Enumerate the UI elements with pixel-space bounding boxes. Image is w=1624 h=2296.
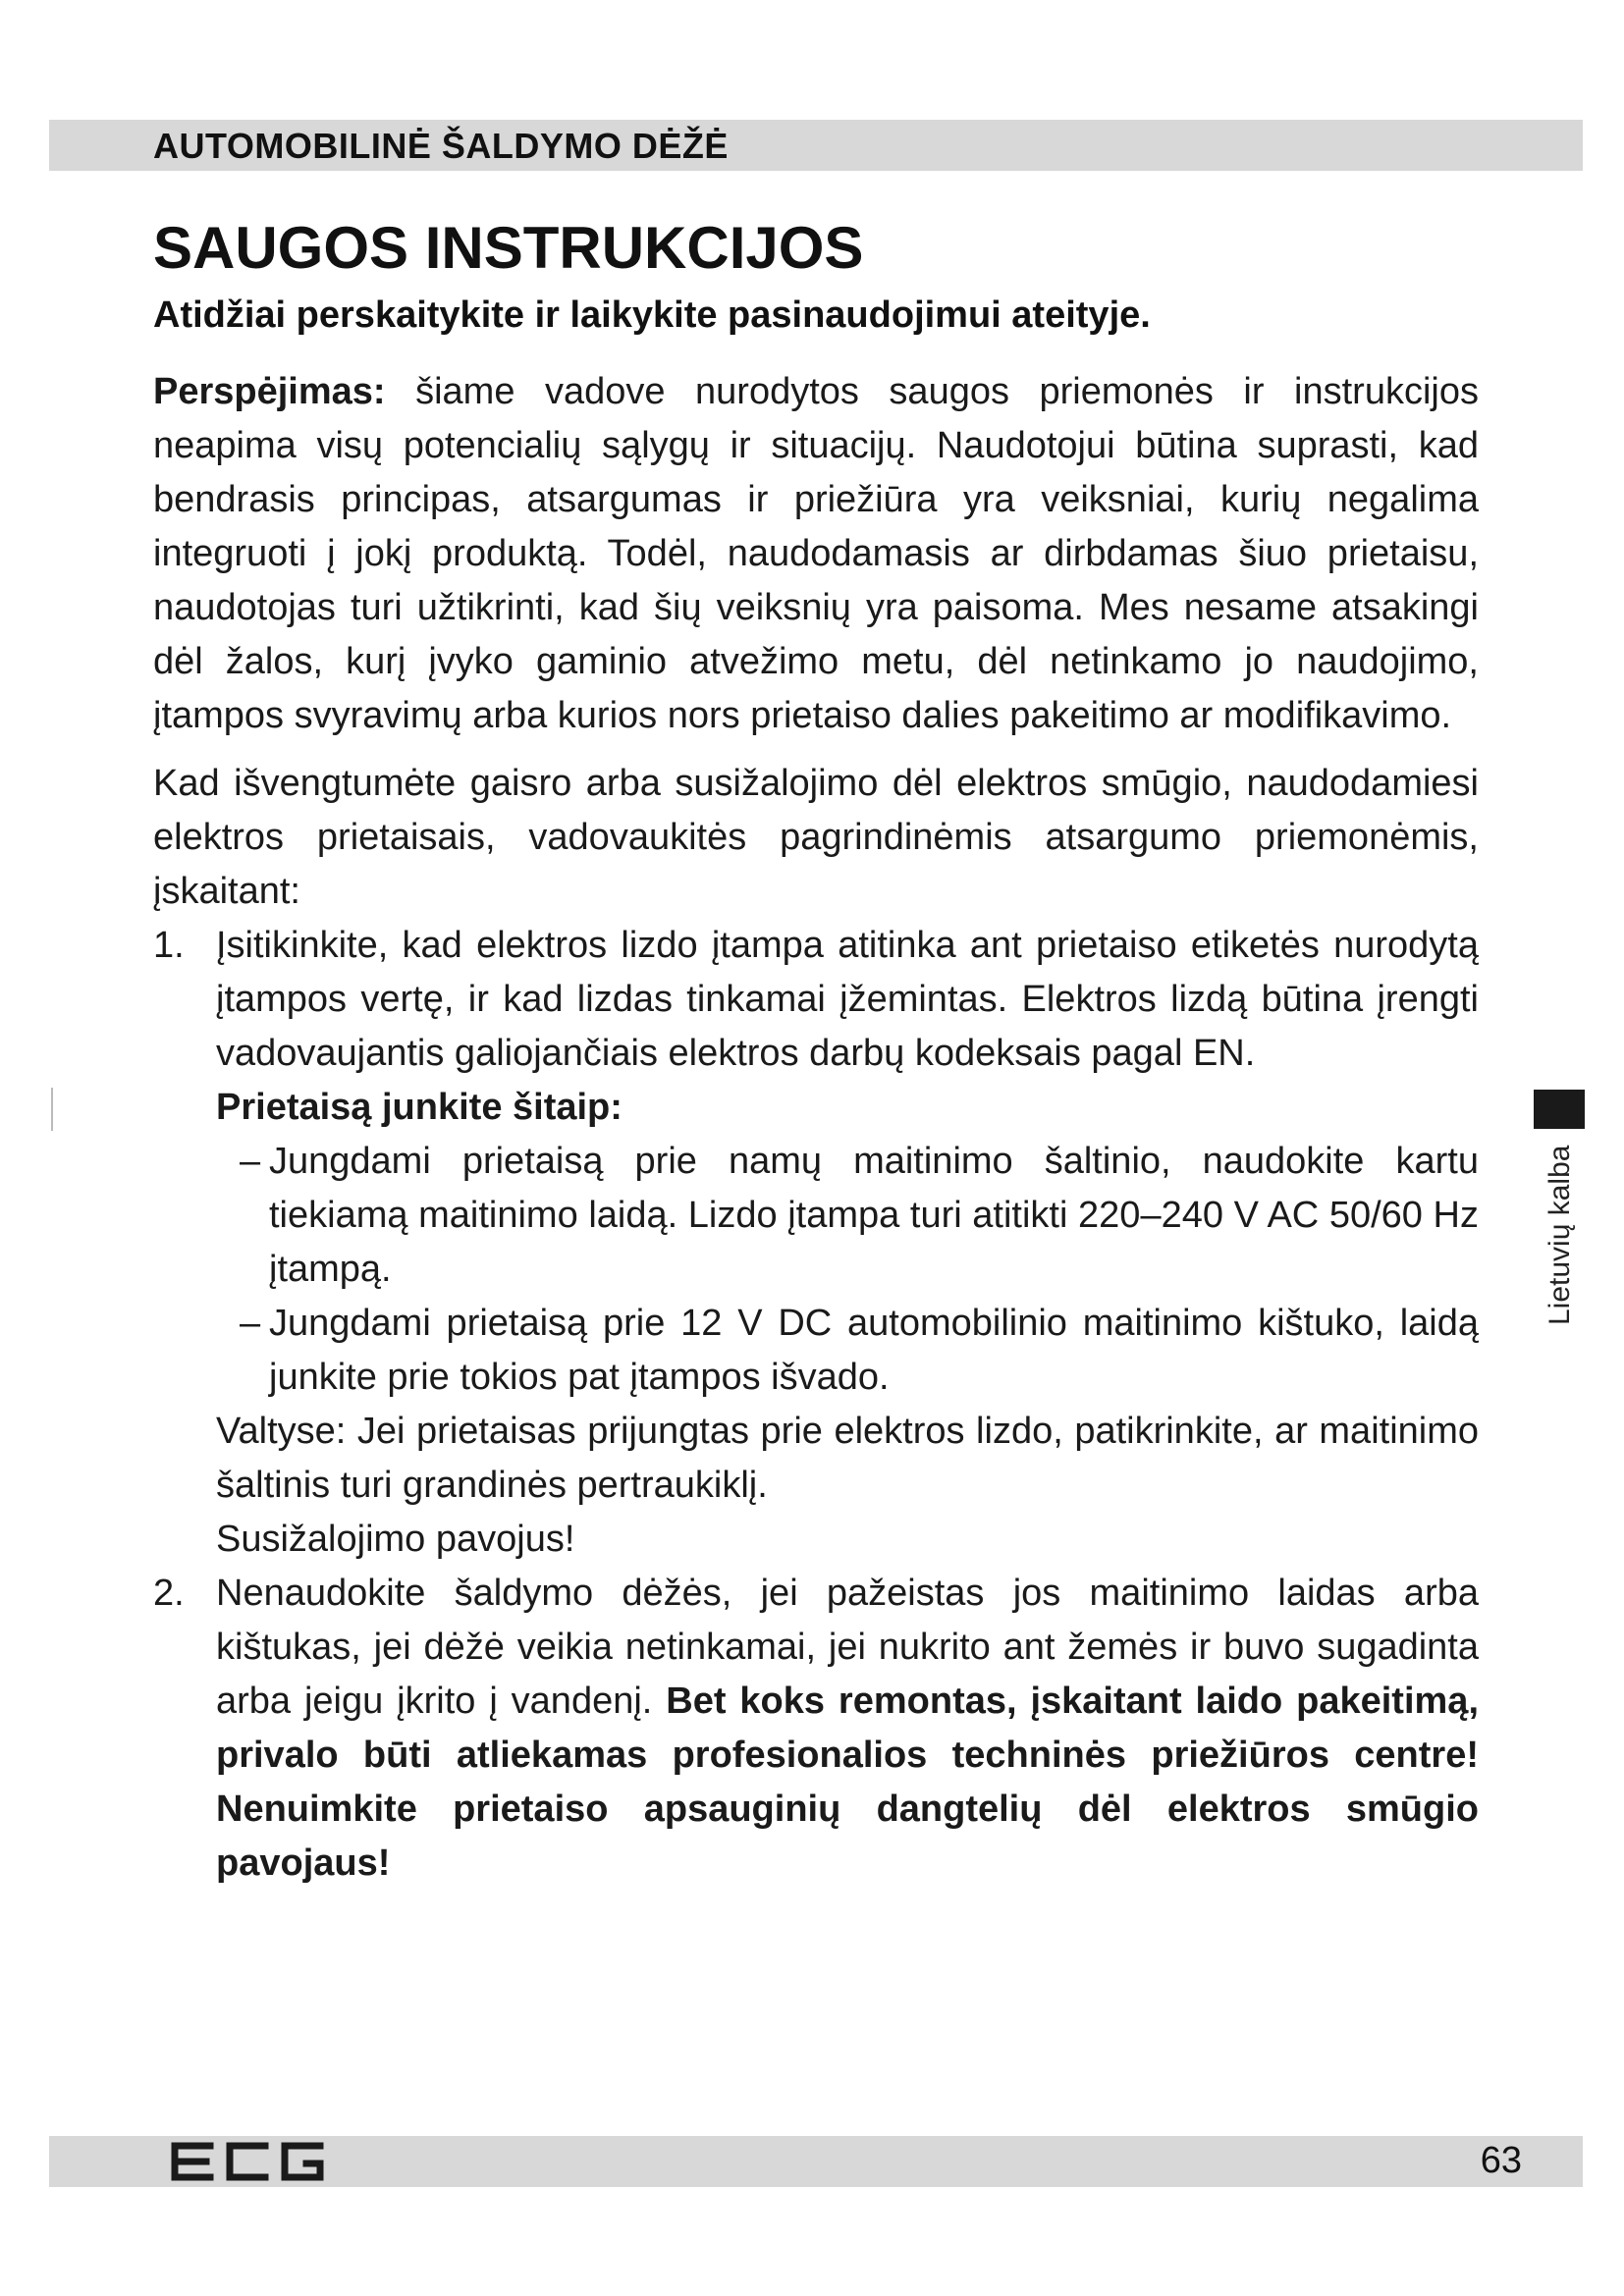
bullet-2-text: Jungdami prietaisą prie 12 V DC automobilinio maitinimo kištuko, laidą junkite prie tokios pat įtampos išvado. (269, 1303, 1479, 1398)
ecg-logo-graphic (167, 2138, 334, 2185)
list-item-2-text (216, 1567, 1479, 1891)
content (153, 365, 1479, 1891)
list-item-1-text: Įsitikinkite, kad elektros lizdo įtampa atitinka ant prietaiso etiketės nurodytą įtampos vertę, ir kad lizdas tinkamai įžemintas. Elektros lizdą būtina įrengti vadovaujantis galiojančiais elektros darbų kodeksais pagal EN. (216, 925, 1479, 1074)
margin-mark (51, 1088, 53, 1131)
intro-paragraph: Kad išvengtumėte gaisro arba susižalojimo dėl elektros smūgio, naudodamiesi elektros prietaisais, vadovaukitės pagrindinėmis atsargumo priemonėmis, įskaitant: (153, 763, 1479, 912)
language-tab-label: Lietuvių kalba (1543, 1145, 1576, 1325)
warning-paragraph (153, 365, 1479, 743)
bullet-1 (216, 1135, 1479, 1297)
language-tab-marker (1534, 1090, 1585, 1129)
page-title: SAUGOS INSTRUKCIJOS (153, 215, 864, 281)
injury-danger: Susižalojimo pavojus! (216, 1519, 575, 1560)
dash-2: – (240, 1303, 261, 1344)
list-item-2 (153, 1567, 1479, 1891)
subtitle: Atidžiai perskaitykite ir laikykite pasinaudojimui ateityje. (153, 294, 1151, 336)
connection-heading: Prietaisą junkite šitaip: (216, 1087, 623, 1128)
warning-label: Perspėjimas: (153, 371, 386, 412)
ecg-logo (167, 2138, 334, 2185)
boats-note: Valtyse: Jei prietaisas prijungtas prie elektros lizdo, patikrinkite, ar maitinimo šaltinis turi grandinės pertraukiklį. (216, 1411, 1479, 1506)
page-number: 63 (1480, 2140, 1522, 2181)
list-item-2-plain: Nenaudokite šaldymo dėžės, jei pažeistas jos maitinimo laidas arba kištukas, jei dėžė veikia netinkamai, jei nukrito ant žemės ir buvo sugadinta arba jeigu įkrito į vandenį. (216, 1573, 1479, 1722)
header-title: AUTOMOBILINĖ ŠALDYMO DĖŽĖ (153, 126, 729, 166)
list-item-2-bold: Bet koks remontas, įskaitant laido pakeitimą, privalo būti atliekamas profesionalios techninės priežiūros centre! Nenuimkite prietaiso apsauginių dangtelių dėl elektros smūgio pavojaus! (216, 1681, 1479, 1884)
dash-1: – (240, 1141, 261, 1182)
bullet-1-text: Jungdami prietaisą prie namų maitinimo šaltinio, naudokite kartu tiekiamą maitinimo laidą. Lizdo įtampa turi atitikti 220–240 V AC 50/60 Hz įtampą. (269, 1141, 1479, 1290)
list-number-1: 1. (153, 925, 185, 966)
list-item-1 (153, 919, 1479, 1567)
list-number-2: 2. (153, 1573, 185, 1614)
warning-text: šiame vadove nurodytos saugos priemonės ir instrukcijos neapima visų potencialių sąlygų ir situacijų. Naudotojui būtina suprasti, kad bendrasis principas, atsargumas ir priežiūra yra veiksniai, kurių negalima integruoti į jokį produktą. Todėl, naudodamasis ar dirbdamas šiuo prietaisu, naudotojas turi užtikrinti, kad šių veiksnių yra paisoma. Mes nesame atsakingi dėl žalos, kurį įvyko gaminio atvežimo metu, dėl netinkamo jo naudojimo, įtampos svyravimų arba kurios nors prietaiso dalies pakeitimo ar modifikavimo. (153, 371, 1479, 736)
bullet-2 (216, 1297, 1479, 1405)
